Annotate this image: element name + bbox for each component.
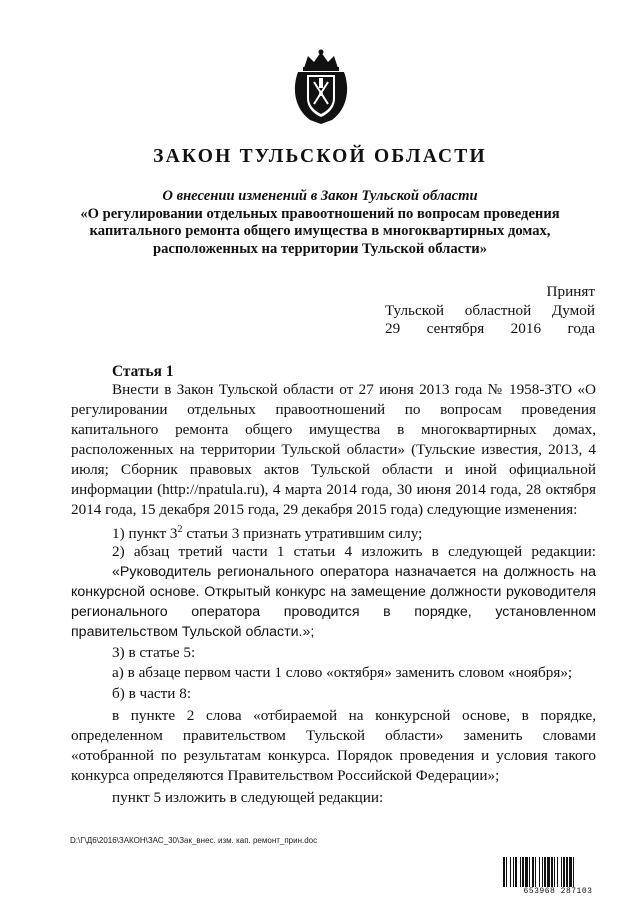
- adopted-date-line: [385, 320, 595, 339]
- adopted-word: областной: [464, 301, 532, 319]
- file-path: D:\Г\Д6\2016\ЗАКОН\ЗАС_30\Зак_внес. изм. кап. ремонт_прин.doc: [70, 836, 318, 845]
- subtitle-line-4: расположенных на территории Тульской области»: [152, 240, 487, 257]
- adopted-label: Принят: [546, 283, 595, 300]
- quote-1: «Руководитель регионального оператора назначается на должность на конкурсной основе. Открытый конкурс на замещение должности руководителя регионального оператора проводится в порядке, установленном правительством Тульской области.»;: [71, 564, 596, 640]
- subtitle-line-2: «О регулировании отдельных правоотношений по вопросам проведения: [80, 205, 560, 222]
- item-3: 3) в статье 5:: [112, 644, 196, 661]
- adopted-word: 2016: [510, 320, 542, 337]
- adopted-word: Тульской: [385, 301, 445, 319]
- adopted-by-line: [385, 302, 595, 321]
- item-2: 2) абзац третий части 1 статьи 4 изложить в следующей редакции:: [112, 543, 596, 560]
- article-intro: Внести в Закон Тульской области от 27 июня 2013 года № 1958-ЗТО «О регулировании отдельных правоотношений по вопросам проведения капитального ремонта общего имущества в многоквартирных домах, расположенных на территории Тульской области» (Тульские известия, 2013, 4 июля; Сборник правовых актов Тульской области и иной официальной информации (http://npatula.ru), 4 марта 2014 года, 30 июня 2014 года, 28 октября 2014 года, 15 декабря 2015 года, 29 декабря 2015 года) следующие изменения:: [71, 381, 596, 518]
- adopted-word: Думой: [551, 301, 595, 319]
- barcode-icon: [503, 857, 613, 887]
- article-heading: Статья 1: [112, 363, 174, 380]
- document-title: ЗАКОН ТУЛЬСКОЙ ОБЛАСТИ: [153, 146, 487, 167]
- item-3b-text: в пункте 2 слова «отбираемой на конкурсной основе, в порядке, определенном правительством Тульской области» заменить словами «отобранной по результатам конкурса. Порядок проведения и условия такого конкурса определяются Правительством Российской Федерации»;: [71, 707, 596, 784]
- adopted-word: 29: [385, 320, 401, 337]
- item-3b: б) в части 8:: [112, 685, 192, 702]
- item-1-superscript: 2: [177, 524, 183, 535]
- item-3b-last: пункт 5 изложить в следующей редакции:: [112, 789, 384, 806]
- item-1-text-b: статьи 3 признать утратившим силу;: [182, 525, 423, 543]
- adoption-block: [385, 283, 595, 339]
- barcode-number: 653968 287103: [523, 887, 593, 896]
- coat-of-arms-icon: [290, 48, 352, 126]
- adopted-word: сентября: [426, 320, 485, 337]
- adopted-word: года: [567, 320, 595, 337]
- document-subtitle: [70, 188, 570, 258]
- subtitle-line-1: О внесении изменений в Закон Тульской области: [162, 188, 478, 204]
- item-1: [71, 520, 596, 544]
- item-1-text-a: 1) пункт 3: [112, 525, 178, 543]
- item-3a: а) в абзаце первом части 1 слово «октября» заменить словом «ноября»;: [112, 664, 573, 681]
- subtitle-line-3: капитального ремонта общего имущества в многоквартирных домах,: [89, 223, 551, 240]
